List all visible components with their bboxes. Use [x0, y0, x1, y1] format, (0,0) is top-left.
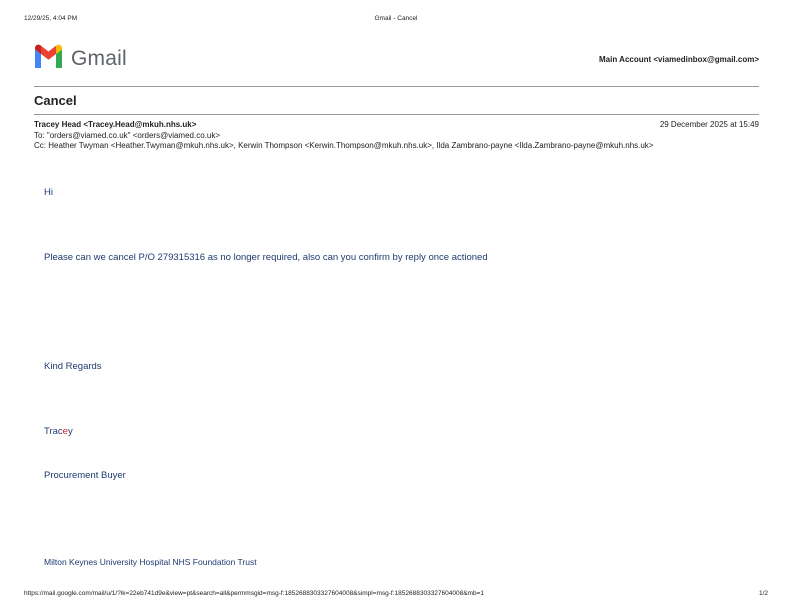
- print-page-title: Gmail - Cancel: [374, 15, 418, 22]
- subject-divider: [34, 114, 759, 115]
- signature-organisation: Milton Keynes University Hospital NHS Foundation Trust: [44, 557, 257, 567]
- signature-role: Procurement Buyer: [44, 470, 126, 481]
- email-from: Tracey Head <Tracey.Head@mkuh.nhs.uk>: [34, 120, 197, 129]
- gmail-wordmark: Gmail: [71, 46, 127, 70]
- signature-name-accent: e: [62, 426, 68, 437]
- gmail-logo-icon: [33, 44, 64, 73]
- account-label: Main Account <viamedinbox@gmail.com>: [599, 55, 759, 64]
- email-to: To: "orders@viamed.co.uk" <orders@viamed.co.uk>: [34, 130, 220, 140]
- email-subject: Cancel: [34, 93, 77, 108]
- body-closing: Kind Regards: [44, 361, 102, 372]
- body-message: Please can we cancel P/O 279315316 as no longer required, also can you confirm by reply once actioned: [44, 252, 488, 263]
- signature-name-part: y: [67, 426, 73, 437]
- signature-name: [44, 426, 73, 437]
- page-number: 1/2: [758, 590, 768, 597]
- gmail-logo: [33, 44, 127, 73]
- print-datetime: 12/29/25, 4:04 PM: [24, 15, 78, 22]
- body-greeting: Hi: [44, 187, 53, 198]
- email-date: 29 December 2025 at 15:49: [659, 120, 759, 129]
- header-divider: [34, 86, 759, 87]
- print-url: https://mail.google.com/mail/u/1/?ik=22eb741d9e&view=pt&search=all&permmsgid=msg-f:1852688303327604008&simpl=msg-f:1852688303327604008&mb=1: [24, 590, 484, 597]
- email-meta: [34, 120, 759, 152]
- email-cc: Cc: Heather Twyman <Heather.Twyman@mkuh.nhs.uk>, Kerwin Thompson <Kerwin.Thompson@mkuh.nhs.uk>, Ilda Zambrano-payne <Ilda.Zambrano-payne@mkuh.nhs.uk>: [34, 141, 654, 150]
- signature-name-part: Trac: [44, 426, 63, 437]
